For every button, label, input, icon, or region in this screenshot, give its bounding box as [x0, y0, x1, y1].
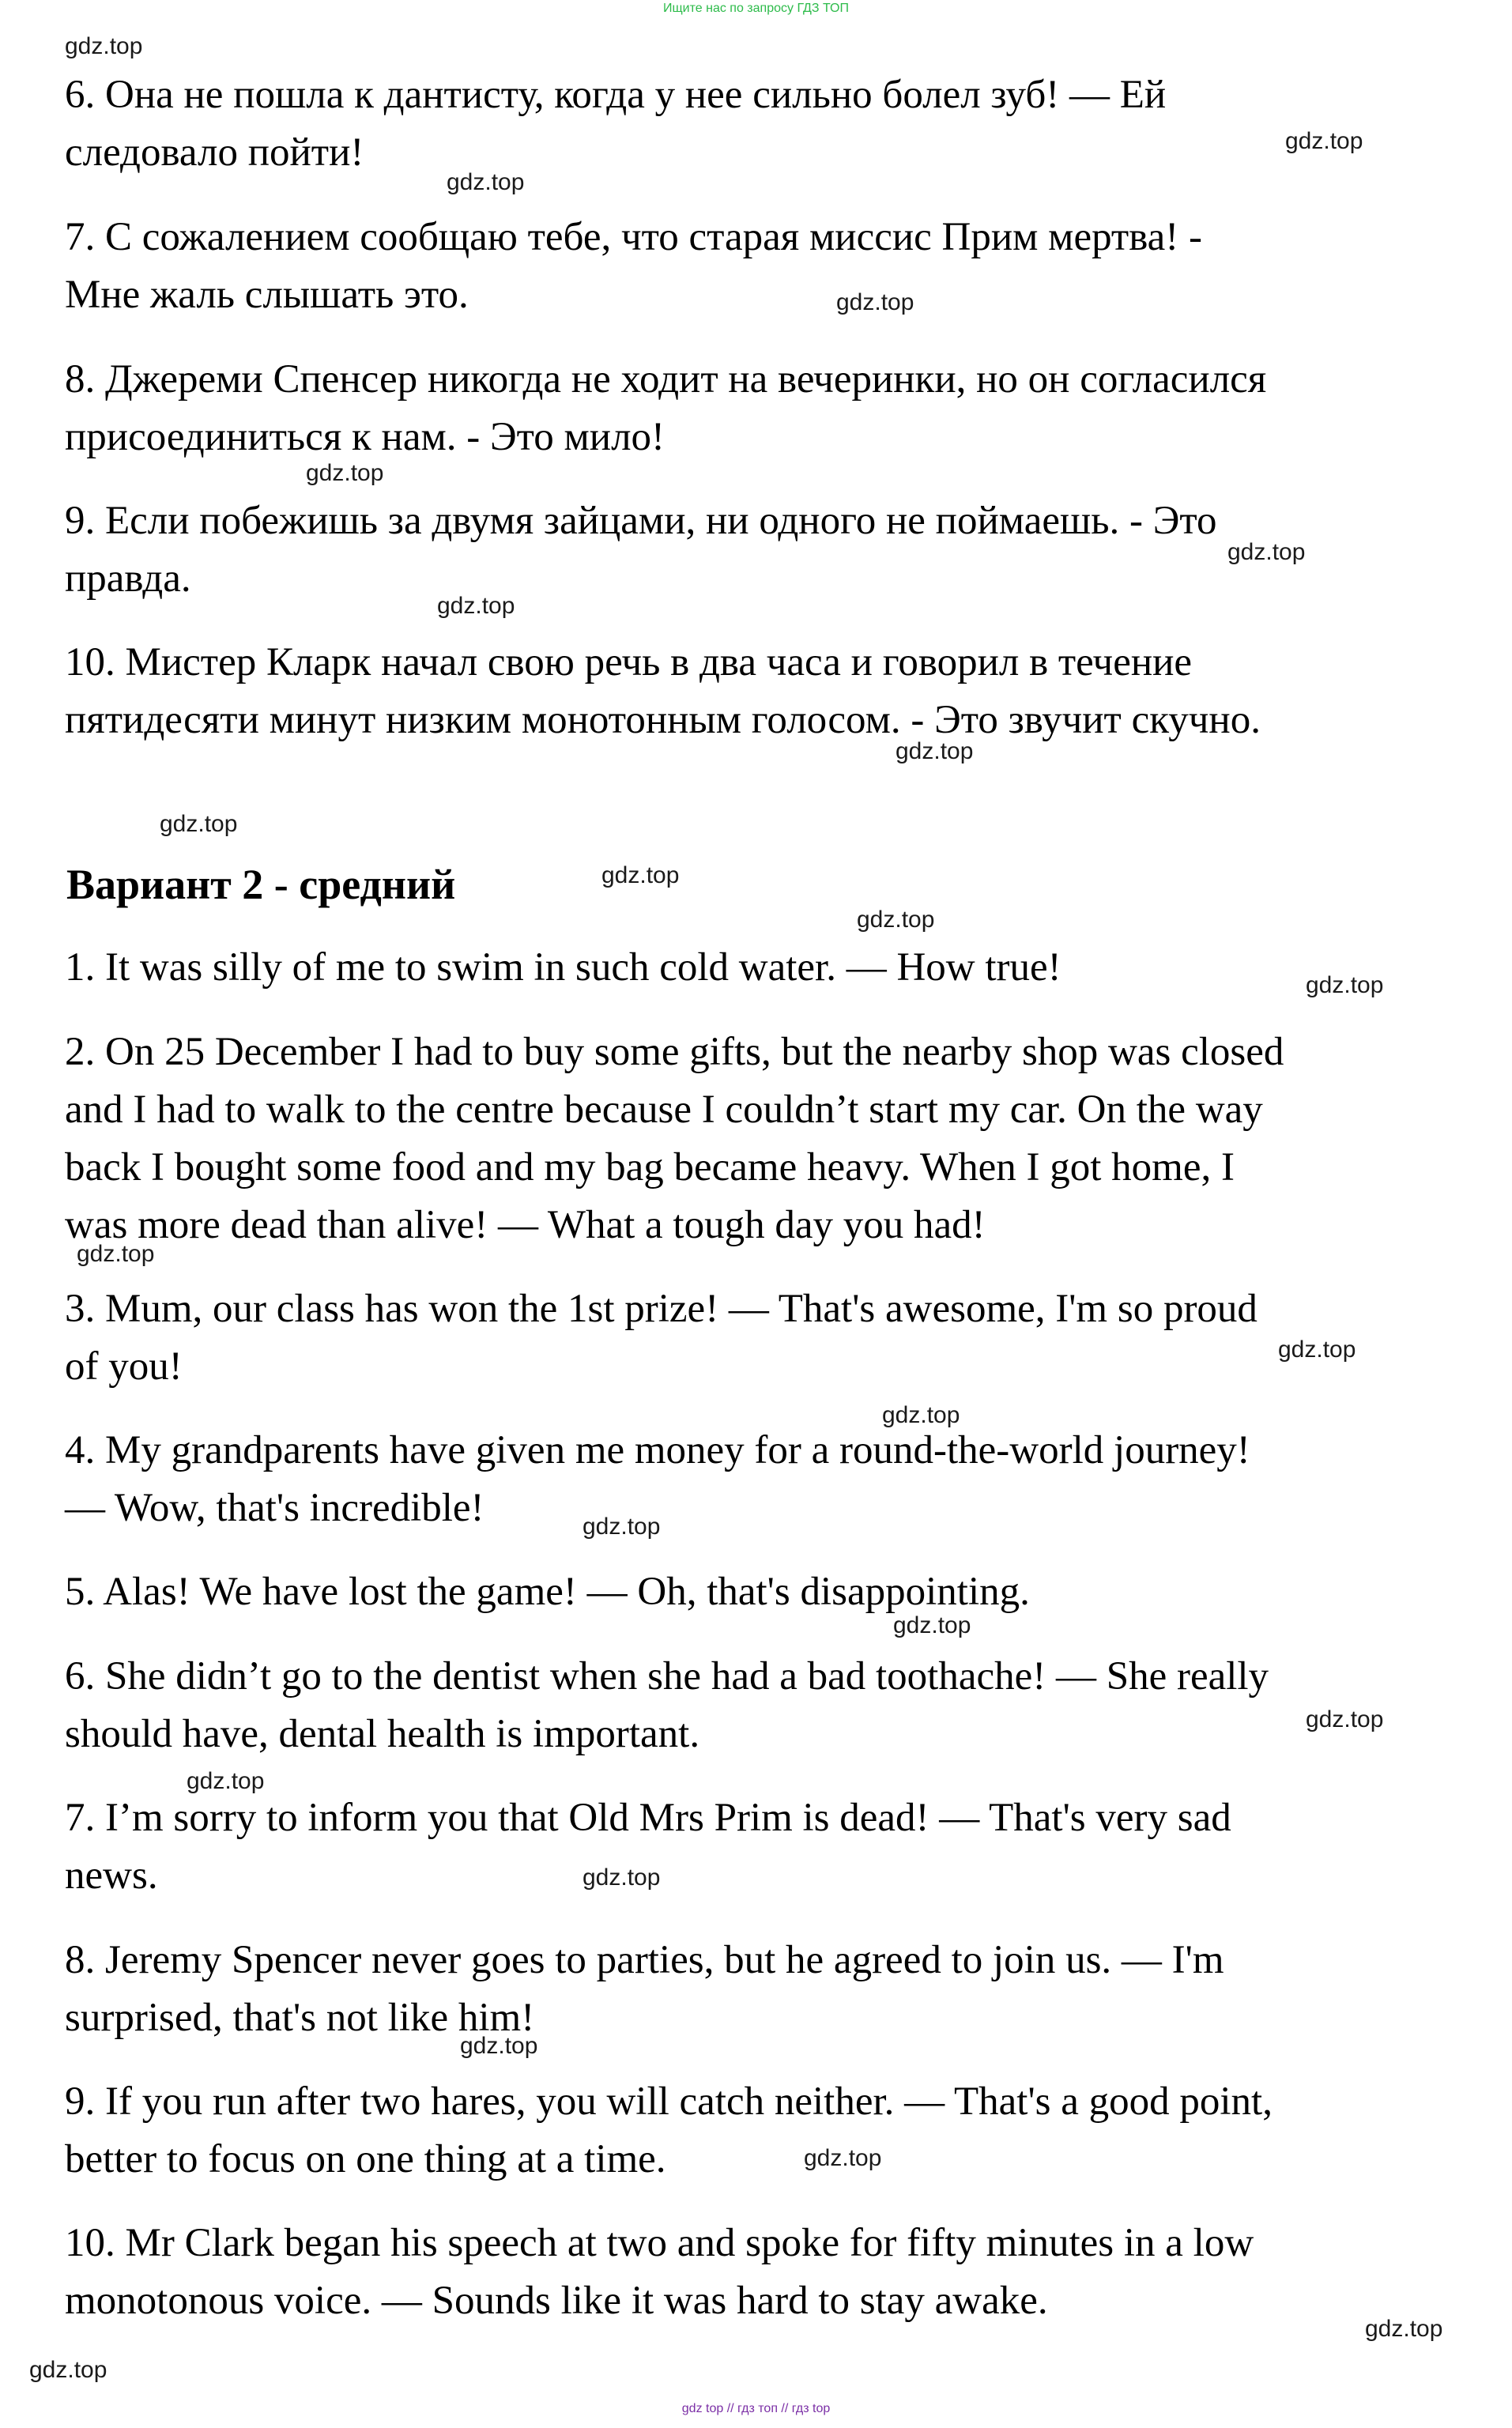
- en-item-3-line-1: 3. Mum, our class has won the 1st prize! — That's awesome, I'm so proud: [65, 1287, 1257, 1331]
- ru-item-6-line-1: 6. Она не пошла к дантисту, когда у нее сильно болел зуб! — Ей: [65, 73, 1167, 117]
- watermark: gdz.top: [601, 862, 680, 888]
- watermark: gdz.top: [65, 33, 143, 59]
- ru-item-10-line-1: 10. Мистер Кларк начал свою речь в два часа и говорил в течение: [65, 640, 1193, 684]
- watermark: gdz.top: [447, 169, 525, 195]
- ru-item-7-line-1: 7. С сожалением сообщаю тебе, что старая миссис Прим мертва! -: [65, 215, 1202, 259]
- watermark: gdz.top: [882, 1402, 960, 1428]
- en-item-10-line-1: 10. Mr Clark began his speech at two and spoke for fifty minutes in a low: [65, 2221, 1254, 2265]
- en-item-2-line-4: was more dead than alive! — What a tough day you had!: [65, 1203, 986, 1247]
- en-item-8-line-2: surprised, that's not like him!: [65, 1996, 535, 2040]
- watermark: gdz.top: [1306, 1706, 1384, 1732]
- watermark: gdz.top: [836, 289, 914, 315]
- en-item-8-line-1: 8. Jeremy Spencer never goes to parties, but he agreed to join us. — I'm: [65, 1938, 1224, 1982]
- en-item-7-line-1: 7. I’m sorry to inform you that Old Mrs Prim is dead! — That's very sad: [65, 1796, 1231, 1840]
- watermark: gdz.top: [460, 2033, 538, 2059]
- en-item-4-line-2: — Wow, that's incredible!: [65, 1486, 485, 1530]
- watermark: gdz.top: [77, 1241, 155, 1267]
- watermark: gdz.top: [29, 2357, 107, 2383]
- watermark: gdz.top: [1306, 972, 1384, 998]
- en-item-3-line-2: of you!: [65, 1344, 183, 1389]
- bottom-banner: gdz top // гдз топ // гдз top: [681, 2402, 831, 2415]
- watermark: gdz.top: [187, 1768, 265, 1794]
- en-item-1-line-1: 1. It was silly of me to swim in such cold water. — How true!: [65, 945, 1061, 990]
- en-item-5-line-1: 5. Alas! We have lost the game! — Oh, that's disappointing.: [65, 1570, 1030, 1614]
- ru-item-7-line-2: Мне жаль слышать это.: [65, 273, 469, 317]
- ru-item-6-line-2: следовало пойти!: [65, 130, 364, 175]
- en-item-2-line-2: and I had to walk to the centre because I couldn’t start my car. On the way: [65, 1088, 1263, 1132]
- watermark: gdz.top: [896, 738, 974, 764]
- en-item-2-line-1: 2. On 25 December I had to buy some gifts, but the nearby shop was closed: [65, 1030, 1284, 1074]
- en-item-4-line-1: 4. My grandparents have given me money for a round-the-world journey!: [65, 1428, 1250, 1472]
- variant-2-heading: Вариант 2 - средний: [66, 861, 456, 908]
- en-item-6-line-1: 6. She didn’t go to the dentist when she had a bad toothache! — She really: [65, 1654, 1269, 1698]
- ru-item-8-line-1: 8. Джереми Спенсер никогда не ходит на вечеринки, но он согласился: [65, 357, 1267, 402]
- ru-item-9-line-2: правда.: [65, 556, 191, 601]
- en-item-7-line-2: news.: [65, 1853, 158, 1898]
- watermark: gdz.top: [857, 907, 935, 933]
- watermark: gdz.top: [1227, 539, 1306, 565]
- watermark: gdz.top: [1278, 1337, 1356, 1363]
- ru-item-9-line-1: 9. Если побежишь за двумя зайцами, ни одного не поймаешь. - Это: [65, 499, 1217, 543]
- en-item-10-line-2: monotonous voice. — Sounds like it was hard to stay awake.: [65, 2279, 1048, 2323]
- watermark: gdz.top: [893, 1612, 971, 1638]
- ru-item-8-line-2: присоединиться к нам. - Это мило!: [65, 415, 666, 459]
- watermark: gdz.top: [306, 460, 384, 486]
- ru-item-10-line-2: пятидесяти минут низким монотонным голосом. - Это звучит скучно.: [65, 698, 1261, 742]
- en-item-2-line-3: back I bought some food and my bag became heavy. When I got home, I: [65, 1145, 1235, 1189]
- en-item-6-line-2: should have, dental health is important.: [65, 1712, 700, 1756]
- watermark: gdz.top: [1365, 2316, 1443, 2342]
- watermark: gdz.top: [804, 2145, 882, 2171]
- en-item-9-line-2: better to focus on one thing at a time.: [65, 2137, 666, 2181]
- watermark: gdz.top: [437, 593, 515, 619]
- en-item-9-line-1: 9. If you run after two hares, you will catch neither. — That's a good point,: [65, 2079, 1273, 2124]
- watermark: gdz.top: [160, 811, 238, 837]
- watermark: gdz.top: [583, 1514, 661, 1540]
- watermark: gdz.top: [1285, 128, 1363, 154]
- watermark: gdz.top: [583, 1864, 661, 1891]
- top-banner: Ищите нас по запросу ГДЗ ТОП: [663, 2, 849, 15]
